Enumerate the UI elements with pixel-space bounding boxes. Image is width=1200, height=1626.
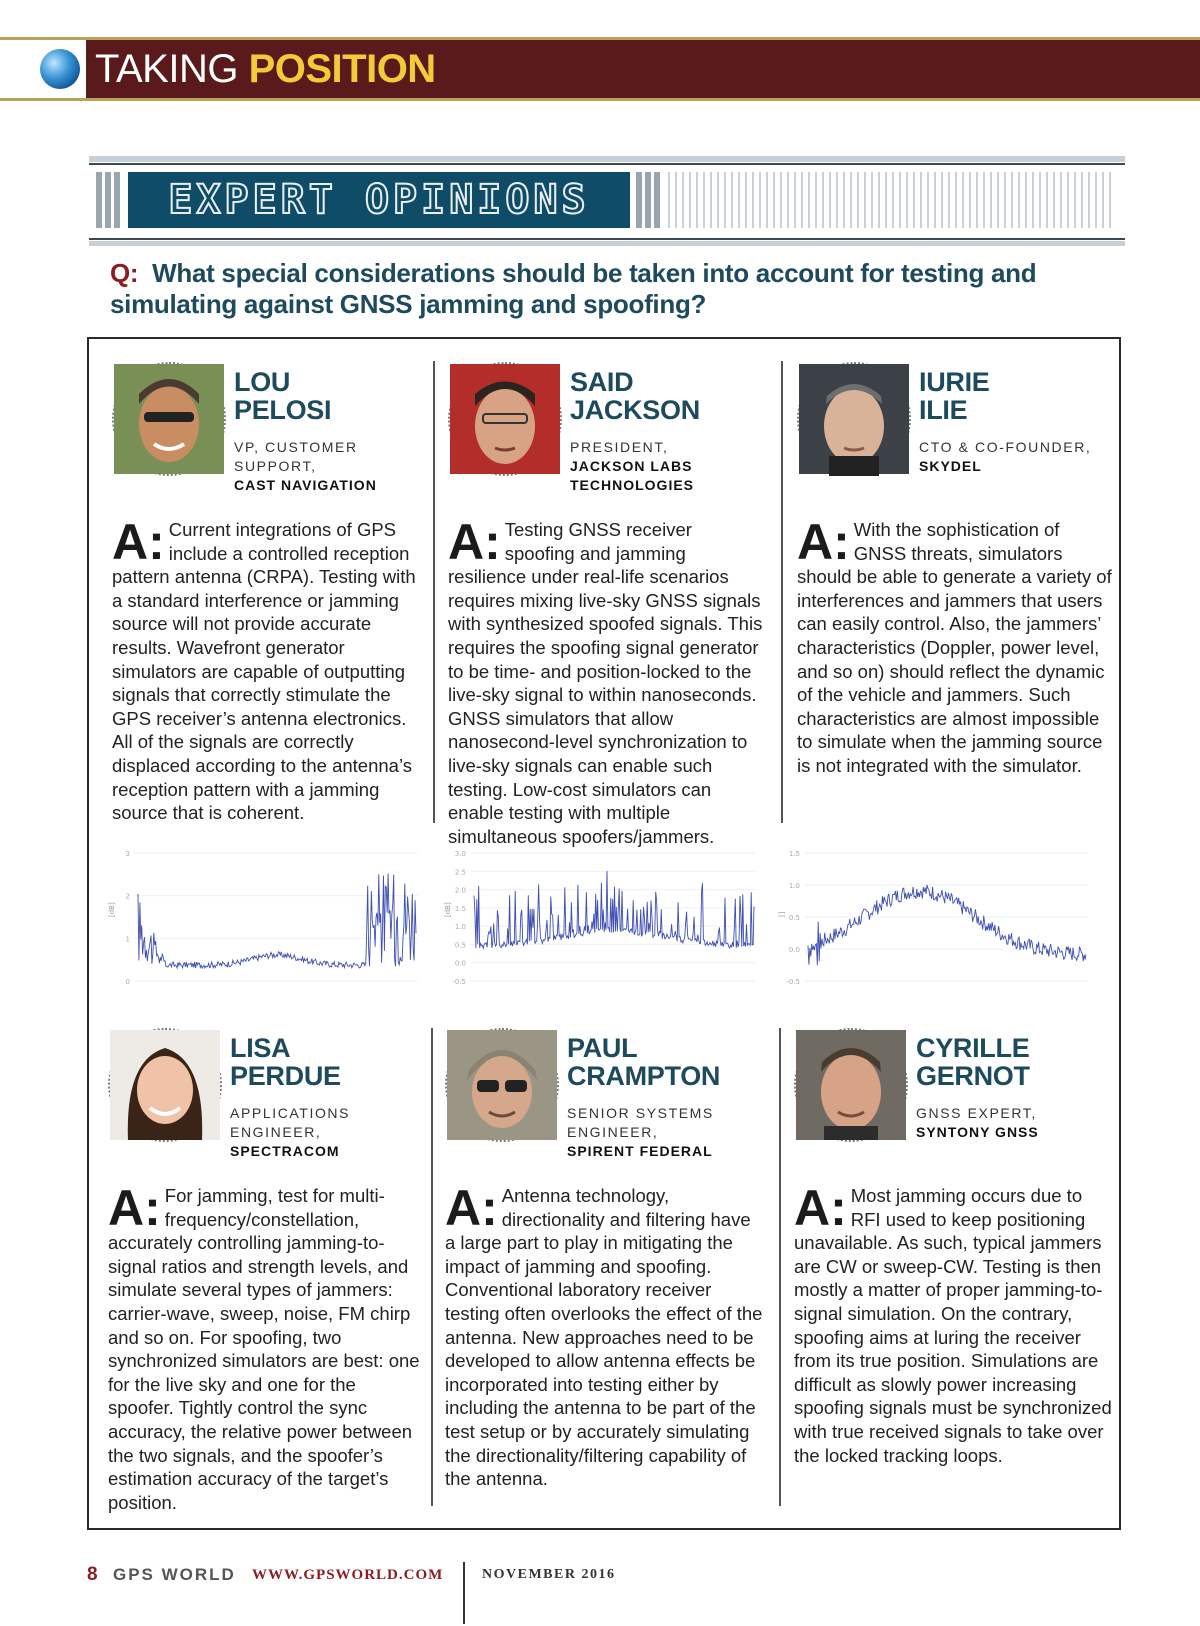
- answer-letter: A:: [448, 514, 501, 570]
- expert-title-line: ENGINEER,: [230, 1124, 322, 1140]
- website-url: WWW.GPSWORLD.COM: [252, 1567, 444, 1583]
- expert-answer: [794, 1180, 1112, 1467]
- expert-last-name: ILIE: [919, 395, 968, 425]
- publication-name: GPS WORLD: [113, 1565, 236, 1584]
- column-divider: [433, 361, 435, 823]
- y-axis-label: []: [778, 911, 786, 917]
- expert-photo: [445, 1028, 559, 1142]
- y-tick-label: 2: [125, 892, 130, 901]
- expert-last-name: GERNOT: [916, 1061, 1030, 1091]
- y-tick-label: 1.0: [788, 882, 800, 890]
- y-tick-label: 0.0: [788, 946, 800, 954]
- page-number: 8: [87, 1564, 98, 1585]
- answer-text: Most jamming occurs due to RFI used to keep positioning unavailable. As such, typical jammers are CW or sweep-CW. Testing is then mostly a matter of proper jamming-to-signal simulation. On the contrary, spoofing aims at luring the receiver from its true position. Simulations are difficult as slowly power increasing spoofing signals must be synchronized with true received signals to take over the locked tracking loops.: [794, 1185, 1112, 1466]
- banner-title-box: [128, 172, 630, 228]
- banner-rule: [89, 238, 1125, 240]
- expert-title: [570, 438, 668, 457]
- banner-title: EXPERT OPINIONS: [168, 177, 590, 223]
- expert-first-name: LISA: [230, 1033, 291, 1063]
- globe-icon: [40, 49, 80, 89]
- expert-company-line: TECHNOLOGIES: [570, 477, 695, 493]
- banner-rule: [89, 156, 1125, 162]
- expert-last-name: JACKSON: [570, 395, 700, 425]
- answer-letter: A:: [794, 1180, 847, 1236]
- y-tick-label: 1.5: [788, 850, 800, 858]
- y-tick-label: -0.5: [452, 978, 466, 986]
- y-tick-label: 0.0: [454, 959, 466, 968]
- expert-title-line: ENGINEER,: [567, 1124, 659, 1140]
- y-tick-label: 1.5: [454, 904, 466, 913]
- expert-photo: [112, 362, 226, 476]
- answer-letter: A:: [112, 514, 165, 570]
- expert-photo: [794, 1028, 908, 1142]
- expert-first-name: IURIE: [919, 367, 990, 397]
- expert-last-name: PELOSI: [234, 395, 332, 425]
- answer-text: Testing GNSS receiver spoofing and jamming resilience under real-life scenarios requires mixing live-sky GNSS signals with synthesized spoofed signals. This requires the spoofing signal generator to be time- and position-locked to the live-sky signal to within nanoseconds. GNSS simulators that allow nanosecond-level synchronization to live-sky signals can enable such testing. Low-cost simulators can enable testing with multiple simultaneous spoofers/jammers.: [448, 519, 763, 847]
- expert-company-line: JACKSON LABS: [570, 458, 693, 474]
- expert-answer: [112, 514, 430, 825]
- expert-first-name: SAID: [570, 367, 634, 397]
- expert-title-line: GNSS EXPERT,: [916, 1105, 1037, 1121]
- expert-photo: [448, 362, 562, 476]
- answer-text: For jamming, test for multi-frequency/constellation, accurately controlling jamming-to-signal ratios and strength levels, and simulate several types of jammers: carrier-wave, sweep, noise, FM chirp and so on. For spoofing, two synchronized simulators are best: one for the live sky and one for the spoofer. Tightly control the sync accuracy, the relative power between the two signals, and the spoofer’s estimation accuracy of the target’s position.: [108, 1185, 420, 1513]
- y-axis-label: [dB]: [444, 902, 452, 917]
- expert-name: [919, 368, 990, 424]
- expert-answer: [445, 1180, 763, 1491]
- section-title-bold: POSITION: [248, 47, 436, 91]
- section-title: [95, 46, 436, 92]
- answer-text: With the sophistication of GNSS threats, simulators should be able to generate a variety of interferences and jammers that users can easily control. Also, the jammers’ characteristics (Doppler, power level, and so on) should reflect the dynamic of the vehicle and jammers. Such characteristics are almost impossible to simulate when the jamming source is not integrated with the simulator.: [797, 519, 1112, 776]
- expert-last-name: CRAMPTON: [567, 1061, 721, 1091]
- expert-first-name: CYRILLE: [916, 1033, 1030, 1063]
- y-tick-label: -0.5: [786, 978, 800, 986]
- y-tick-label: 0: [125, 978, 130, 986]
- section-header: [0, 37, 1200, 101]
- y-tick-label: 2.0: [454, 886, 466, 895]
- banner-bars: [96, 172, 122, 228]
- expert-title-line: PRESIDENT,: [570, 439, 669, 455]
- expert-name: [567, 1034, 720, 1090]
- spectrum-trace: [808, 885, 1086, 965]
- y-tick-label: 1: [125, 935, 130, 944]
- header-left-panel: [0, 40, 86, 98]
- banner-rule: [89, 241, 1125, 246]
- question-prefix: Q:: [110, 258, 139, 288]
- expert-photo: [797, 362, 911, 476]
- expert-first-name: PAUL: [567, 1033, 638, 1063]
- expert-title-line: CTO & CO-FOUNDER,: [919, 439, 1092, 455]
- expert-title-line: SUPPORT,: [234, 458, 317, 474]
- answer-letter: A:: [445, 1180, 498, 1236]
- column-divider: [781, 361, 783, 823]
- expert-answer: [108, 1180, 426, 1514]
- expert-company: SKYDEL: [919, 458, 982, 474]
- y-tick-label: 2.5: [454, 868, 466, 877]
- expert-title: [230, 1104, 350, 1142]
- expert-last-name: PERDUE: [230, 1061, 341, 1091]
- expert-title-line: APPLICATIONS: [230, 1105, 351, 1121]
- expert-title-line: VP, CUSTOMER: [234, 439, 358, 455]
- expert-answer: [797, 514, 1115, 778]
- column-divider: [779, 1028, 781, 1506]
- spectrum-graph: [780, 847, 1092, 1003]
- banner-stripes: [668, 172, 1116, 228]
- expert-company: [570, 457, 694, 495]
- expert-company: SYNTONY GNSS: [916, 1124, 1039, 1140]
- y-axis-label: [dB]: [108, 902, 116, 917]
- expert-name: [230, 1034, 341, 1090]
- question-text: What special considerations should be taken into account for testing and simulating against GNSS jamming and spoofing?: [110, 258, 1037, 319]
- question: [110, 258, 1110, 320]
- expert-photo: [108, 1028, 222, 1142]
- expert-name: [570, 368, 700, 424]
- spectrum-trace: [138, 874, 416, 969]
- y-tick-label: 1.0: [454, 923, 466, 932]
- expert-name: [234, 368, 331, 424]
- answer-letter: A:: [108, 1180, 161, 1236]
- y-tick-label: 3.0: [454, 850, 466, 858]
- section-title-light: TAKING: [95, 47, 249, 91]
- answer-text: Antenna technology, directionality and filtering have a large part to play in mitigating the impact of jamming and spoofing. Conventional laboratory receiver testing often overlooks the effect of the antenna. New approaches need to be developed to allow antenna effects be incorporated into testing either by including the antenna to be part of the test setup or by accurately simulating the directionality/filtering capability of the antenna.: [445, 1185, 763, 1490]
- expert-title-line: SENIOR SYSTEMS: [567, 1105, 714, 1121]
- y-tick-label: 0.5: [454, 941, 466, 950]
- spectrum-trace: [474, 871, 754, 948]
- expert-title: [567, 1104, 714, 1142]
- y-tick-label: 3: [125, 850, 130, 858]
- footer-divider: [463, 1562, 465, 1624]
- spectrum-graph: [110, 847, 422, 1003]
- column-divider: [431, 1028, 433, 1506]
- issue-date: NOVEMBER 2016: [482, 1567, 616, 1582]
- spectrum-graph: [446, 847, 760, 1003]
- expert-title: [916, 1104, 1037, 1123]
- expert-answer: [448, 514, 766, 848]
- y-tick-label: 0.5: [788, 914, 800, 922]
- expert-name: [916, 1034, 1030, 1090]
- answer-letter: A:: [797, 514, 850, 570]
- expert-first-name: LOU: [234, 367, 291, 397]
- banner-rule: [89, 163, 1125, 165]
- expert-company: SPIRENT FEDERAL: [567, 1143, 713, 1159]
- banner-bars: [636, 172, 662, 228]
- answer-text: Current integrations of GPS include a controlled reception pattern antenna (CRPA). Testing with a standard interference or jamming source will not provide accurate results. Wavefront generator simulators are capable of outputting signals that correctly stimulate the GPS receiver’s antenna electronics. All of the signals are correctly displaced according to the antenna’s reception pattern with a jamming source that is coherent.: [112, 519, 416, 824]
- expert-company: CAST NAVIGATION: [234, 477, 377, 493]
- expert-company: SPECTRACOM: [230, 1143, 340, 1159]
- expert-title: [234, 438, 358, 476]
- expert-title: [919, 438, 1091, 457]
